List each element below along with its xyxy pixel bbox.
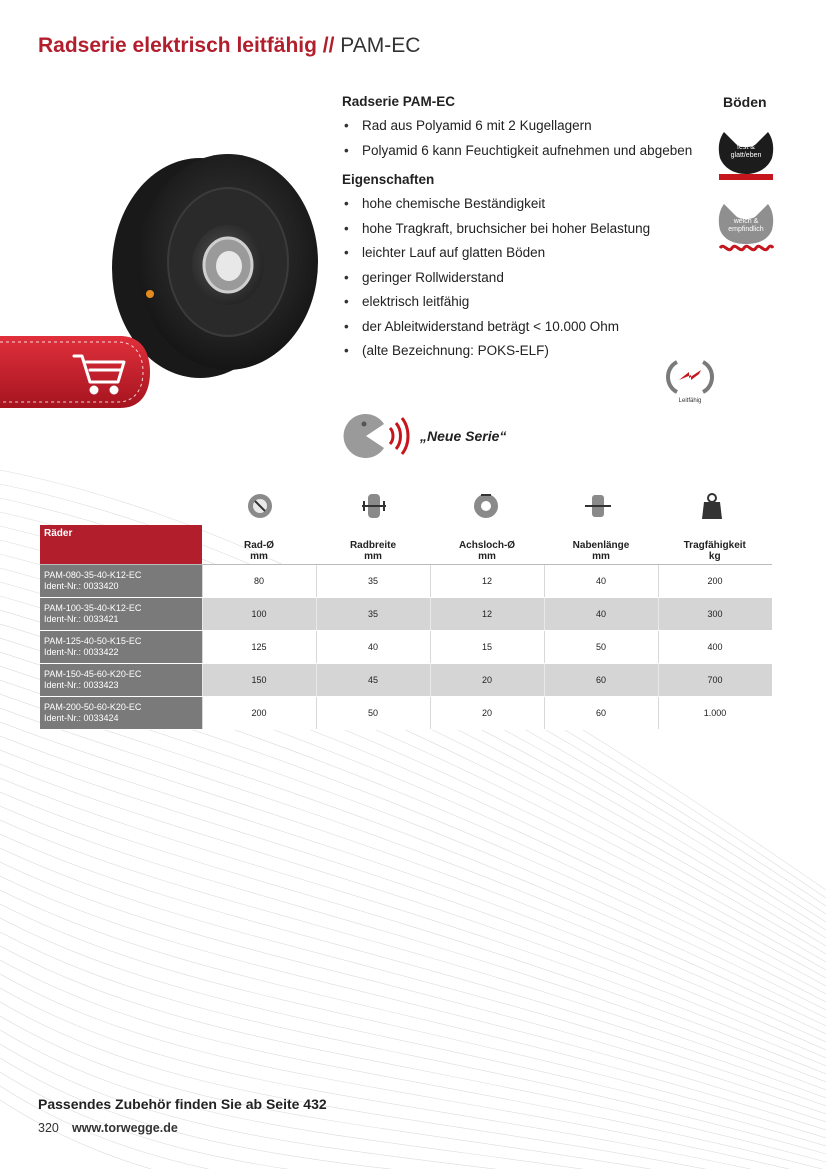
page-title-series: PAM-EC bbox=[340, 34, 421, 57]
page-number: 320 bbox=[38, 1121, 59, 1135]
column-header: Nabenlänge mm bbox=[572, 540, 630, 562]
table-cell: 15 bbox=[430, 631, 544, 664]
table-cell: 35 bbox=[316, 598, 430, 631]
background-wave-line bbox=[0, 806, 826, 1082]
article-cell: PAM-150-45-60-K20-EC Ident-Nr.: 0033423 bbox=[40, 664, 202, 697]
background-wave-line bbox=[0, 750, 826, 1050]
table-cell: 700 bbox=[658, 664, 772, 697]
floor-soft-label-2: empfindlich bbox=[728, 226, 764, 233]
list-item: • (alte Bezeichnung: POKS-ELF) bbox=[342, 342, 712, 367]
table-cell: 20 bbox=[430, 664, 544, 697]
series-items bbox=[342, 117, 712, 166]
product-image bbox=[0, 150, 330, 420]
wheel-width-icon bbox=[360, 492, 388, 520]
wheel-diameter-icon bbox=[246, 492, 274, 520]
article-cell: PAM-100-35-40-K12-EC Ident-Nr.: 0033421 bbox=[40, 598, 202, 631]
table-cell: 300 bbox=[658, 598, 772, 631]
table-row bbox=[40, 664, 772, 697]
table-cell: 80 bbox=[202, 565, 316, 598]
table-cell: 40 bbox=[544, 598, 658, 631]
table-cell: 35 bbox=[316, 565, 430, 598]
page-title-main: Radserie elektrisch leitfähig // bbox=[38, 34, 335, 57]
table-cell: 60 bbox=[544, 697, 658, 730]
table-cell: 200 bbox=[202, 697, 316, 730]
conductive-label: Leitfähig bbox=[678, 398, 702, 404]
hub-length-icon bbox=[584, 492, 612, 520]
table-cell: 50 bbox=[544, 631, 658, 664]
background-wave-line bbox=[0, 834, 826, 1098]
column-header: Achsloch-Ø mm bbox=[458, 540, 516, 562]
floor-hard-label-1: fest & bbox=[737, 144, 755, 151]
floor-soft-sensitive bbox=[718, 196, 774, 254]
row-header: Räder bbox=[40, 525, 202, 565]
properties-items bbox=[342, 195, 712, 367]
table-cell: 125 bbox=[202, 631, 316, 664]
feature-list bbox=[342, 94, 712, 373]
wheel-axle-hole bbox=[216, 251, 242, 281]
list-item: • hohe Tragkraft, bruchsicher bei hoher Belastung bbox=[342, 220, 712, 245]
floor-soft-label-1: weich & bbox=[733, 218, 759, 225]
lightning-icon bbox=[663, 358, 717, 396]
background-wave-line bbox=[0, 862, 826, 1114]
article-cell: PAM-200-50-60-K20-EC Ident-Nr.: 0033424 bbox=[40, 697, 202, 730]
properties-heading: Eigenschaften bbox=[342, 172, 435, 187]
table-cell: 50 bbox=[316, 697, 430, 730]
table-cell: 150 bbox=[202, 664, 316, 697]
table-cell: 12 bbox=[430, 565, 544, 598]
new-series-label: „Neue Serie“ bbox=[420, 428, 507, 444]
floor-hard-label-2: glatt/eben bbox=[730, 152, 762, 159]
table-cell: 1.000 bbox=[658, 697, 772, 730]
background-wave-line bbox=[0, 694, 826, 1018]
background-wave-line bbox=[0, 792, 826, 1074]
table-cell: 12 bbox=[430, 598, 544, 631]
table-cell: 100 bbox=[202, 598, 316, 631]
website-link[interactable]: www.torwegge.de bbox=[72, 1121, 178, 1135]
pacman-icon bbox=[340, 408, 420, 464]
list-item: • Polyamid 6 kann Feuchtigkeit aufnehmen und abgeben bbox=[342, 142, 712, 167]
list-item: • hohe chemische Beständigkeit bbox=[342, 195, 712, 220]
table-row bbox=[40, 697, 772, 730]
table-cell: 40 bbox=[544, 565, 658, 598]
spec-table bbox=[40, 525, 772, 730]
accessory-note: Passendes Zubehör finden Sie ab Seite 432 bbox=[38, 1096, 327, 1112]
list-item: • der Ableitwiderstand beträgt < 10.000 Ohm bbox=[342, 318, 712, 343]
background-wave-line bbox=[0, 736, 826, 1042]
table-cell: 200 bbox=[658, 565, 772, 598]
table-cell: 20 bbox=[430, 697, 544, 730]
conductive-badge bbox=[663, 358, 717, 404]
table-cell: 60 bbox=[544, 664, 658, 697]
background-wave-line bbox=[0, 820, 826, 1090]
article-cell: PAM-080-35-40-K12-EC Ident-Nr.: 0033420 bbox=[40, 565, 202, 598]
table-row bbox=[40, 598, 772, 631]
table-header-row bbox=[40, 525, 772, 565]
list-item: • leichter Lauf auf glatten Böden bbox=[342, 244, 712, 269]
table-cell: 400 bbox=[658, 631, 772, 664]
wheel-marker-dot bbox=[146, 290, 154, 298]
list-item: • geringer Rollwiderstand bbox=[342, 269, 712, 294]
background-wave-line bbox=[0, 1058, 826, 1169]
list-item: • elektrisch leitfähig bbox=[342, 293, 712, 318]
column-header: Rad-Ø mm bbox=[244, 540, 274, 562]
table-row bbox=[40, 631, 772, 664]
list-item: • Rad aus Polyamid 6 mit 2 Kugellagern bbox=[342, 117, 712, 142]
background-wave-line bbox=[0, 778, 826, 1066]
column-header: Tragfähigkeit kg bbox=[683, 540, 746, 562]
table-row bbox=[40, 565, 772, 598]
shop-banner bbox=[0, 336, 150, 408]
background-wave-line bbox=[0, 848, 826, 1106]
background-wave-line bbox=[0, 1002, 826, 1169]
column-header: Radbreite mm bbox=[349, 540, 397, 562]
weight-icon bbox=[698, 492, 726, 520]
table-cell: 45 bbox=[316, 664, 430, 697]
series-heading: Radserie PAM-EC bbox=[342, 94, 456, 109]
floors-title: Böden bbox=[723, 94, 767, 110]
floor-hard-smooth bbox=[718, 124, 774, 182]
article-cell: PAM-125-40-50-K15-EC Ident-Nr.: 0033422 bbox=[40, 631, 202, 664]
background-wave-line bbox=[0, 988, 826, 1169]
table-cell: 40 bbox=[316, 631, 430, 664]
page-title bbox=[38, 34, 420, 58]
axle-hole-icon bbox=[472, 492, 500, 520]
